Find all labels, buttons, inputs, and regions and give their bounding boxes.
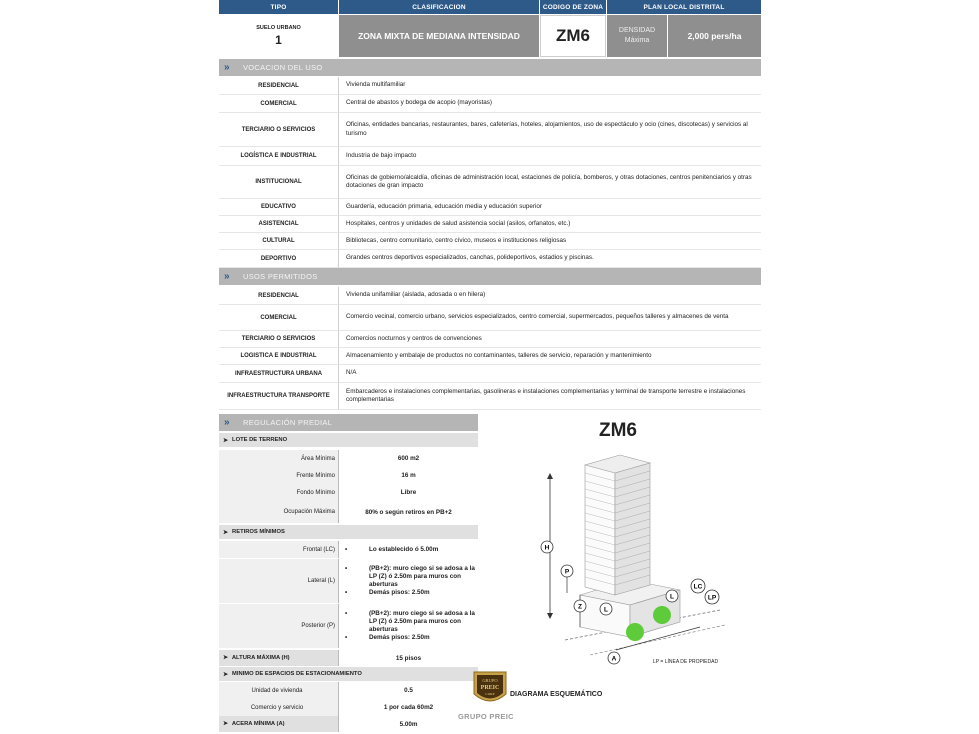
- estac-value: 0.5: [338, 682, 478, 699]
- estac-key: Unidad de vivienda: [219, 682, 338, 699]
- marker-z: Z: [578, 603, 582, 611]
- sub-estacionamiento: [219, 667, 478, 681]
- bullet: •: [345, 565, 348, 572]
- densidad-label-1: DENSIDAD: [618, 27, 656, 34]
- marker-lp: LP: [707, 594, 717, 602]
- svg-text:CORP: CORP: [485, 692, 495, 696]
- use-value: Comercios nocturnos y centros de convenciones: [338, 331, 761, 348]
- use-value: Comercio vecinal, comercio urbano, servicios especializados, centro comercial, supermercados, pequeños talleres y almacenes de venta: [338, 305, 761, 331]
- header-tipo: TIPO: [219, 0, 338, 14]
- svg-text:PREIC: PREIC: [480, 685, 500, 691]
- marker-p: P: [564, 568, 570, 576]
- use-key: INFRAESTRUCTURA URBANA: [219, 365, 338, 383]
- use-key: INFRAESTRUCTURA TRANSPORTE: [219, 383, 338, 410]
- use-row: [219, 233, 761, 250]
- use-value: Hospitales, centros y unidades de salud asistencia social (asilos, orfanatos, etc.): [338, 216, 761, 233]
- clasificacion-cell: ZONA MIXTA DE MEDIANA INTENSIDAD: [339, 15, 539, 57]
- densidad-value: 2,000 pers/ha: [668, 15, 761, 57]
- acera-key: ➤ ACERA MÍNIMA (A): [219, 716, 338, 732]
- header-clasificacion: CLASIFICACION: [339, 0, 539, 14]
- use-row: [219, 383, 761, 410]
- retiro-key: Lateral (L): [219, 559, 338, 603]
- lote-row: [219, 467, 478, 484]
- acera-row: [219, 716, 478, 732]
- use-key: EDUCATIVO: [219, 199, 338, 216]
- section-title: USOS PERMITIDOS: [243, 272, 318, 281]
- bullet: •: [345, 634, 348, 641]
- use-row: [219, 216, 761, 233]
- densidad-label-2: Máxima: [624, 37, 650, 44]
- section-title: VOCACION DEL USO: [243, 63, 323, 72]
- use-row: [219, 199, 761, 216]
- marker-a: A: [611, 655, 617, 663]
- lote-row: [219, 484, 478, 501]
- densidad-label: [607, 15, 667, 57]
- use-value: Oficinas, entidades bancarias, restaurantes, bares, cafeterías, hoteles, alojamientos, uso de espectáculo y ocio (cines, discotecas) y servicios al turismo: [338, 113, 761, 147]
- arrow-right-icon: ➤: [223, 655, 228, 661]
- tipo-number: 1: [275, 33, 282, 47]
- use-key: RESIDENCIAL: [219, 77, 338, 95]
- bullet: •: [345, 545, 348, 553]
- use-value: Bibliotecas, centro comunitario, centro cívico, museos e instituciones religiosas: [338, 233, 761, 250]
- use-value: Grandes centros deportivos especializados, canchas, polideportivos, estadios y piscinas.: [338, 250, 761, 268]
- chevron-right-icon: »: [224, 271, 227, 282]
- lote-row: [219, 450, 478, 467]
- marker-h: H: [544, 544, 550, 552]
- use-value: Almacenamiento y embalaje de productos no contaminantes, talleres de servicio, reparación y mantenimiento: [338, 348, 761, 365]
- lote-key: Área Mínima: [219, 450, 338, 467]
- chevron-right-icon: »: [224, 417, 227, 428]
- retiro-lateral-row: [219, 559, 478, 603]
- estac-row: [219, 682, 478, 699]
- use-key: TERCIARIO O SERVICIOS: [219, 331, 338, 348]
- use-row: [219, 166, 761, 199]
- retiro-key: Posterior (P): [219, 604, 338, 648]
- lote-row: [219, 501, 478, 523]
- use-row: [219, 250, 761, 268]
- chevron-right-icon: »: [224, 62, 227, 73]
- use-key: TERCIARIO O SERVICIOS: [219, 113, 338, 147]
- use-value: Central de abastos y bodega de acopio (mayoristas): [338, 95, 761, 113]
- bullet: •: [345, 589, 348, 596]
- use-value: Vivienda multifamiliar: [338, 77, 761, 95]
- lote-key: Ocupación Máxima: [219, 501, 338, 523]
- lote-value: 600 m2: [338, 450, 478, 467]
- estac-row: [219, 699, 478, 716]
- marker-l2: L: [670, 593, 674, 601]
- retiro-value: • (PB+2): muro ciego si se adosa a la LP (Z) ó 2.50m para muros con aberturas • Demás pisos: 2.50m: [338, 559, 478, 603]
- altura-row: [219, 650, 478, 666]
- svg-text:GRUPO: GRUPO: [482, 678, 498, 683]
- use-key: LOGISTICA E INDUSTRIAL: [219, 348, 338, 365]
- retiro-frontal-row: [219, 541, 478, 558]
- arrow-right-icon: ➤: [223, 721, 228, 727]
- use-value: Industria de bajo impacto: [338, 147, 761, 166]
- sub-title: LOTE DE TERRENO: [232, 437, 288, 443]
- tipo-label: SUELO URBANO: [256, 25, 301, 31]
- use-key: COMERCIAL: [219, 95, 338, 113]
- retiro-value: • Lo establecido ó 5.00m: [338, 541, 478, 558]
- tipo-cell: [219, 15, 338, 57]
- use-row: [219, 287, 761, 305]
- use-row: [219, 348, 761, 365]
- arrow-right-icon: ➤: [223, 437, 229, 444]
- section-title: REGULACIÓN PREDIAL: [243, 418, 333, 427]
- use-row: [219, 77, 761, 95]
- bullet: •: [345, 610, 348, 617]
- diagram-title: ZM6: [599, 420, 637, 441]
- zone-code: ZM6: [540, 15, 606, 57]
- section-regulacion: [219, 414, 478, 431]
- grupo-preic-logo: [468, 668, 512, 708]
- schematic-diagram: [520, 445, 730, 670]
- diagram-caption: DIAGRAMA ESQUEMÁTICO: [510, 691, 603, 698]
- use-value: Guardería, educación primaria, educación media y educación superior: [338, 199, 761, 216]
- section-vocacion: [219, 59, 761, 76]
- lote-key: Fondo Mínimo: [219, 484, 338, 501]
- retiro-value: • (PB+2): muro ciego si se adosa a la LP (Z) ó 2.50m para muros con aberturas • Demás pisos: 2.50m: [338, 604, 478, 648]
- use-key: DEPORTIVO: [219, 250, 338, 268]
- altura-value: 15 pisos: [338, 650, 478, 666]
- header-plan: PLAN LOCAL DISTRITAL: [607, 0, 761, 14]
- retiro-key: Frontal (LC): [219, 541, 338, 558]
- sub-lote: [219, 433, 478, 447]
- tree-icon: [626, 623, 644, 641]
- use-row: [219, 113, 761, 147]
- marker-lc: LC: [693, 583, 703, 591]
- use-value: N/A: [338, 365, 761, 383]
- acera-value: 5.00m: [338, 716, 478, 732]
- sub-retiros: [219, 525, 478, 539]
- lote-value: 16 m: [338, 467, 478, 484]
- section-permitidos: [219, 268, 761, 285]
- brand-name: GRUPO PREIC: [458, 712, 514, 721]
- use-key: CULTURAL: [219, 233, 338, 250]
- retiro-posterior-row: [219, 604, 478, 648]
- sub-title: MINIMO DE ESPACIOS DE ESTACIONAMIENTO: [232, 671, 362, 677]
- use-key: LOGÍSTICA E INDUSTRIAL: [219, 147, 338, 166]
- estac-value: 1 por cada 60m2: [338, 699, 478, 716]
- use-value: Embarcaderos e instalaciones complementarias, gasolineras e instalaciones complementarias y terminal de transporte terrestre e instalaciones complementarias: [338, 383, 761, 410]
- use-row: [219, 331, 761, 348]
- estac-key: Comercio y servicio: [219, 699, 338, 716]
- use-value: Vivienda unifamiliar (aislada, adosada o en hilera): [338, 287, 761, 305]
- legend-property-line: LP = LÍNEA DE PROPIEDAD: [653, 659, 719, 665]
- use-key: INSTITUCIONAL: [219, 166, 338, 199]
- arrow-right-icon: ➤: [223, 529, 229, 536]
- arrow-right-icon: ➤: [223, 671, 229, 678]
- tree-icon: [653, 606, 671, 624]
- use-key: RESIDENCIAL: [219, 287, 338, 305]
- use-value: Oficinas de gobierno/alcaldía, oficinas de administración local, estaciones de policía, bomberos, y otras dotaciones, centros penitenciarios y otras dotaciones de gran impacto: [338, 166, 761, 199]
- altura-key: ➤ ALTURA MÁXIMA (H): [219, 650, 338, 666]
- use-key: COMERCIAL: [219, 305, 338, 331]
- sub-title: RETIROS MÍNIMOS: [232, 529, 285, 535]
- marker-l: L: [604, 606, 608, 614]
- use-row: [219, 147, 761, 166]
- lote-value: 80% o según retiros en PB+2: [338, 501, 478, 523]
- lote-key: Frente Mínimo: [219, 467, 338, 484]
- use-key: ASISTENCIAL: [219, 216, 338, 233]
- use-row: [219, 305, 761, 331]
- use-row: [219, 95, 761, 113]
- header-codigo: CODIGO DE ZONA: [540, 0, 606, 14]
- use-row: [219, 365, 761, 383]
- lote-value: Libre: [338, 484, 478, 501]
